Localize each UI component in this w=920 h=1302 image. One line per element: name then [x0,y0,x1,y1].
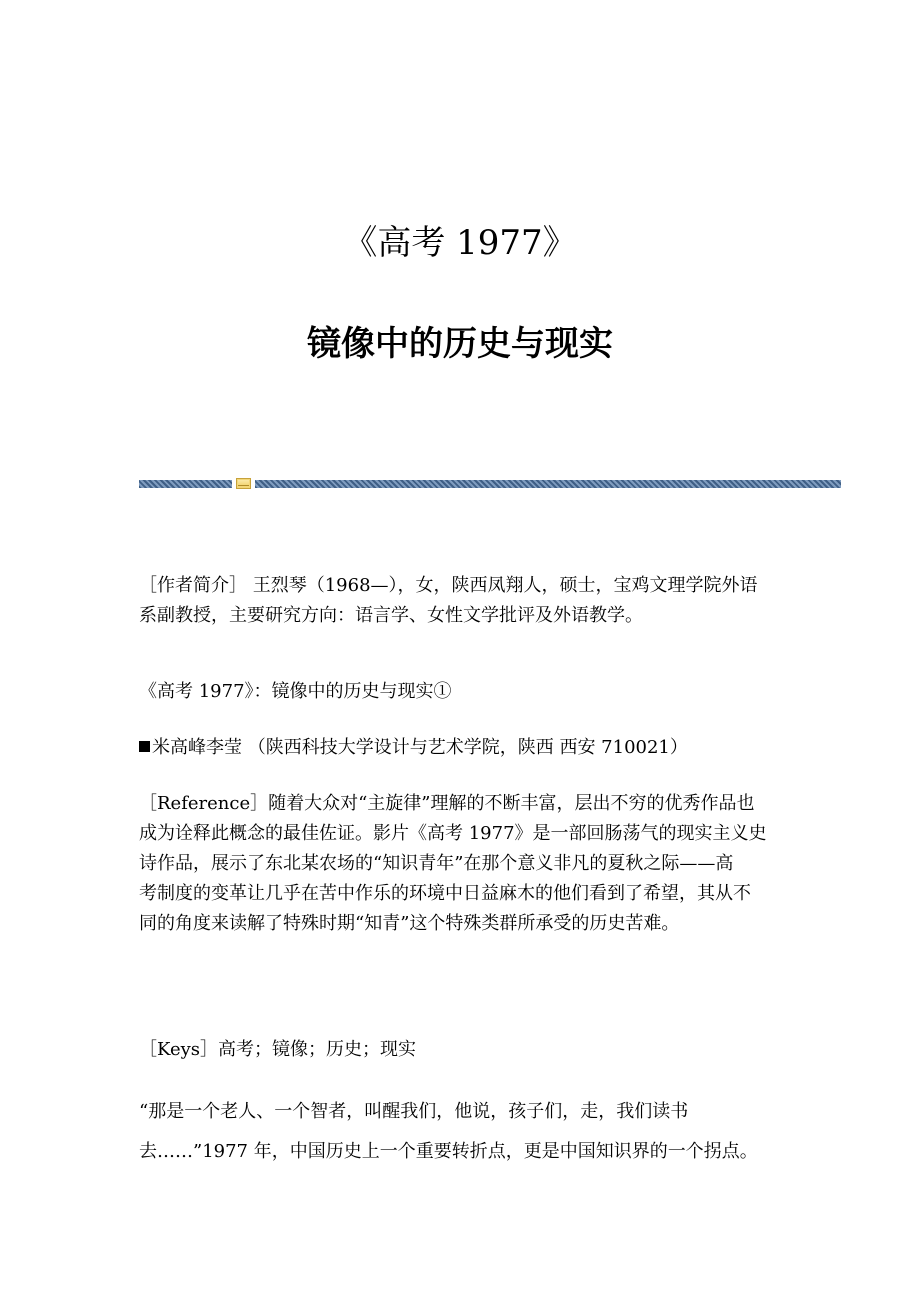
author-intro-line: ［作者简介］ 王烈琴（1968—），女，陕西凤翔人，硕士，宝鸡文理学院外语 [139,575,758,596]
reference-abstract [139,789,781,939]
reference-line: 同的角度来读解了特殊时期“知青”这个特殊类群所承受的历史苦难。 [139,913,680,934]
square-bullet-icon [139,741,150,752]
reference-line: 考制度的变革让几乎在苦中作乐的环境中日益麻木的他们看到了希望，其从不 [139,883,751,904]
affiliation-text: 米高峰李莹 （陕西科技大学设计与艺术学院，陕西 西安 710021） [152,737,688,758]
author-intro [139,571,781,631]
reference-line: ［Reference］随着大众对“主旋律”理解的不断丰富，层出不穷的优秀作品也 [139,793,755,814]
author-intro-line: 系副教授，主要研究方向：语言学、女性文学批评及外语教学。 [139,605,643,626]
document-title-line-2: 镜像中的历史与现实 [307,324,613,364]
affiliation [139,733,781,763]
divider-bar-left [139,480,232,488]
reference-line: 诗作品，展示了东北某农场的“知识青年”在那个意义非凡的夏秋之际——高 [139,853,734,874]
body-line: 去……”1977 年，中国历史上一个重要转折点，更是中国知识界的一个拐点。 [139,1141,758,1162]
title-divider [139,478,841,489]
body-line: “那是一个老人、一个智者，叫醒我们，他说，孩子们，走，我们读书 [139,1101,689,1122]
reference-line: 成为诠释此概念的最佳佐证。影片《高考 1977》是一部回肠荡气的现实主义史 [139,823,767,844]
body-paragraph [139,1092,781,1172]
document-title-line-1: 《高考 1977》 [343,223,577,263]
article-subtitle: 《高考 1977》：镜像中的历史与现实① [139,681,452,702]
envelope-icon [236,478,251,489]
divider-bar-right [255,480,841,488]
keywords: ［Keys］高考；镜像；历史；现实 [139,1039,417,1060]
